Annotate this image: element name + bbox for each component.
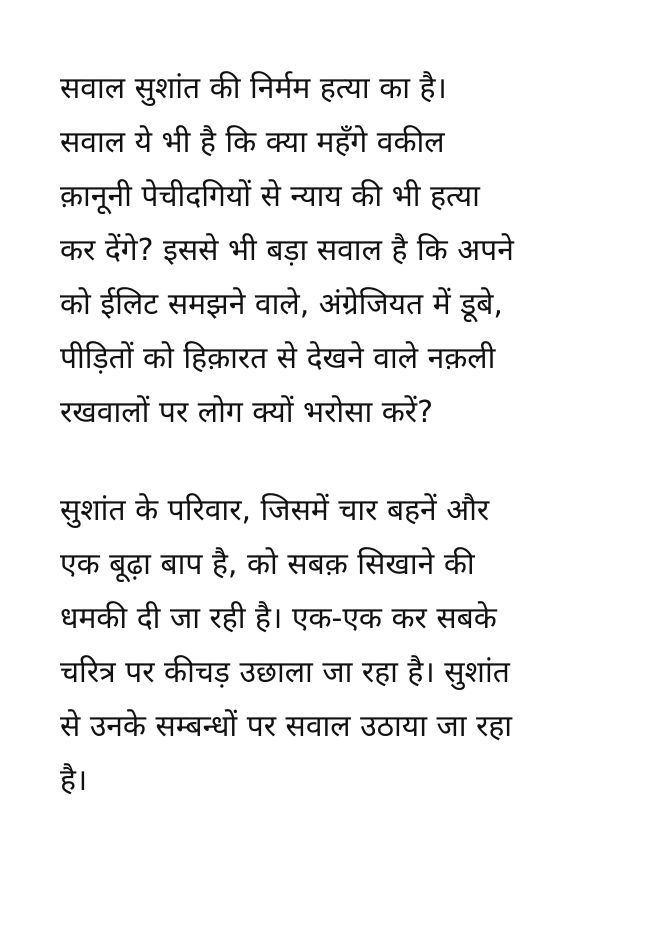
text-line: पीड़ितों को हिक़ारत से देखने वाले नक़ली bbox=[60, 341, 496, 376]
text-line: सवाल सुशांत की निर्मम हत्या का है। bbox=[60, 71, 447, 106]
document-page bbox=[60, 62, 620, 808]
text-line: रखवालों पर लोग क्यों भरोसा करें? bbox=[60, 395, 433, 430]
text-line: कर देंगे? इससे भी बड़ा सवाल है कि अपने bbox=[60, 233, 514, 268]
text-line: सवाल ये भी है कि क्या महँगे वकील bbox=[60, 125, 445, 160]
text-line: एक बूढ़ा बाप है, को सबक़ सिखाने की bbox=[60, 547, 475, 582]
paragraph-1 bbox=[60, 62, 620, 440]
paragraph-gap bbox=[60, 440, 620, 484]
text-line: को ईलिट समझने वाले, अंग्रेजियत में डूबे, bbox=[60, 287, 503, 322]
paragraph-2 bbox=[60, 484, 620, 808]
text-line: चरित्र पर कीचड़ उछाला जा रहा है। सुशांत bbox=[60, 655, 510, 690]
text-line: सुशांत के परिवार, जिसमें चार बहनें और bbox=[60, 493, 490, 528]
text-line: से उनके सम्बन्धों पर सवाल उठाया जा रहा bbox=[60, 709, 513, 744]
text-line: क़ानूनी पेचीदगियों से न्याय की भी हत्या bbox=[60, 179, 480, 214]
text-line: धमकी दी जा रही है। एक-एक कर सबके bbox=[60, 601, 497, 636]
text-line: है। bbox=[60, 763, 88, 798]
